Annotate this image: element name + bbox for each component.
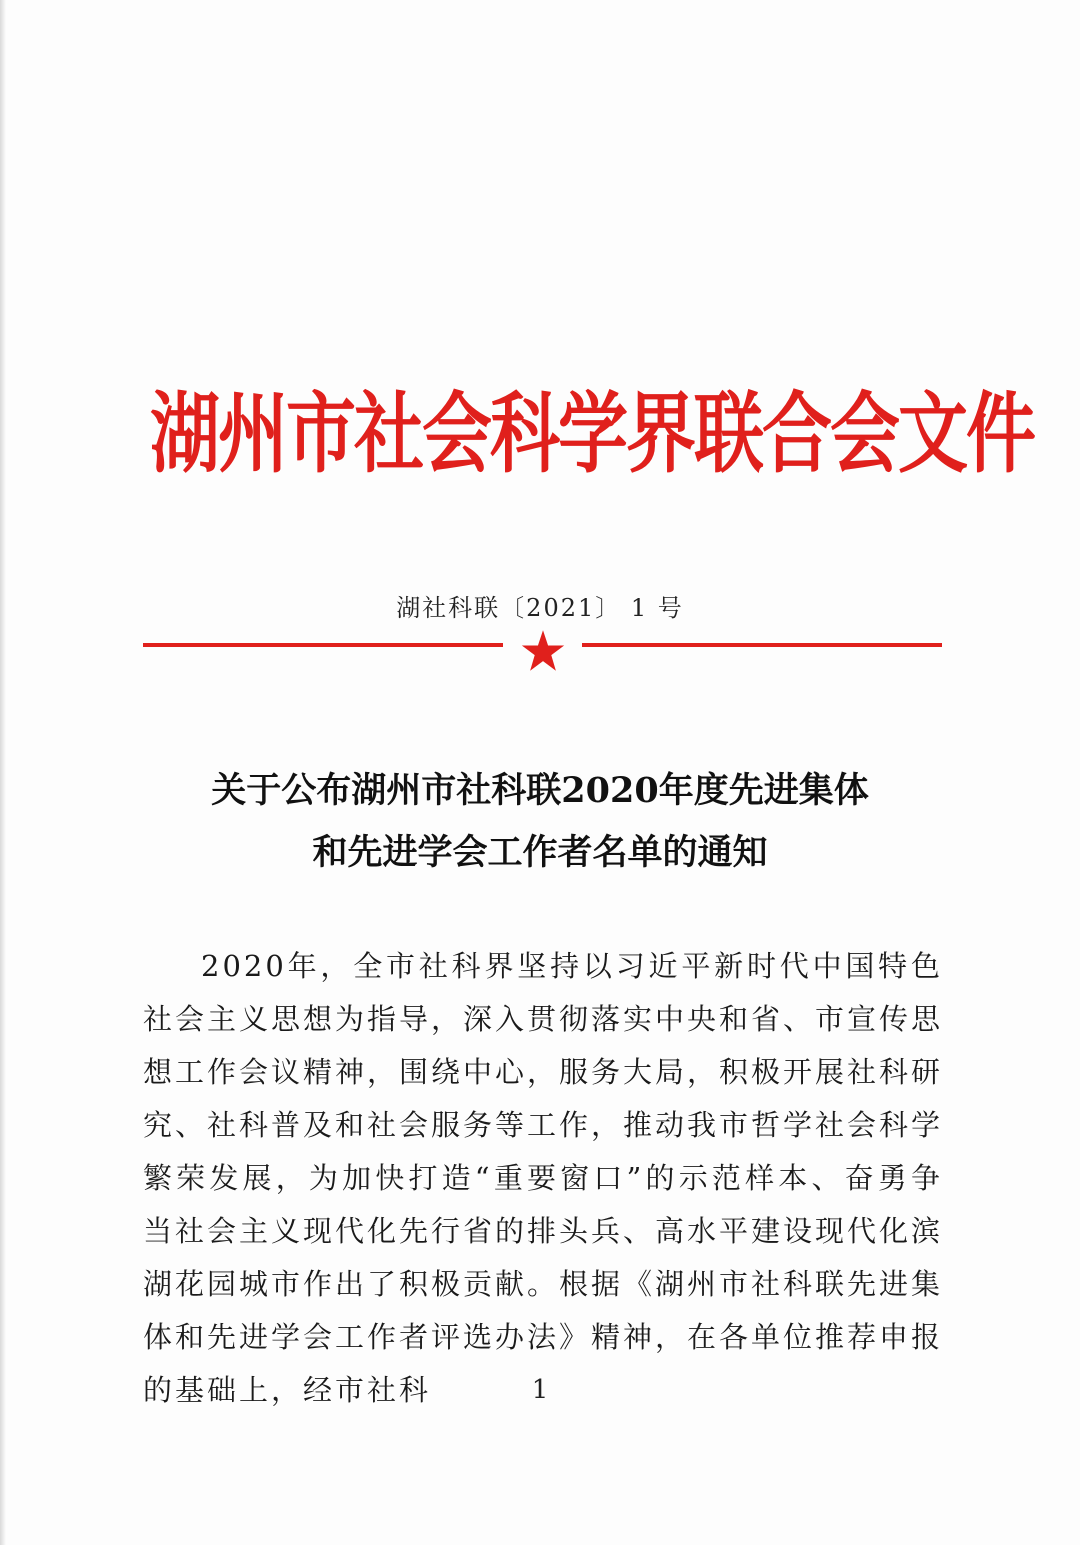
red-separator-right	[582, 643, 942, 647]
notice-body-paragraph: 2020年，全市社科界坚持以习近平新时代中国特色社会主义思想为指导，深入贯彻落实中央和省、市宣传思想工作会议精神，围绕中心，服务大局，积极开展社科研究、社科普及和社会服务等工作，推动我市哲学社会科学繁荣发展，为加快打造“重要窗口”的示范样本、奋勇争当社会主义现代化先行省的排头兵、高水平建设现代化滨湖花园城市作出了积极贡献。根据《湖州市社科联先进集体和先进学会工作者评选办法》精神，在各单位推荐申报的基础上，经市社科	[143, 949, 944, 1407]
notice-title	[0, 760, 1080, 884]
masthead-title: 湖州市社会科学界联合会文件	[150, 382, 1034, 485]
notice-title-line2: 和先进学会工作者名单的通知	[312, 832, 768, 873]
document-number: 湖社科联〔2021〕 1 号	[396, 594, 684, 622]
red-star-icon	[520, 628, 566, 674]
red-separator-left	[143, 643, 503, 647]
notice-title-line1: 关于公布湖州市社科联2020年度先进集体	[211, 770, 869, 811]
page-number: 1	[531, 1375, 549, 1405]
